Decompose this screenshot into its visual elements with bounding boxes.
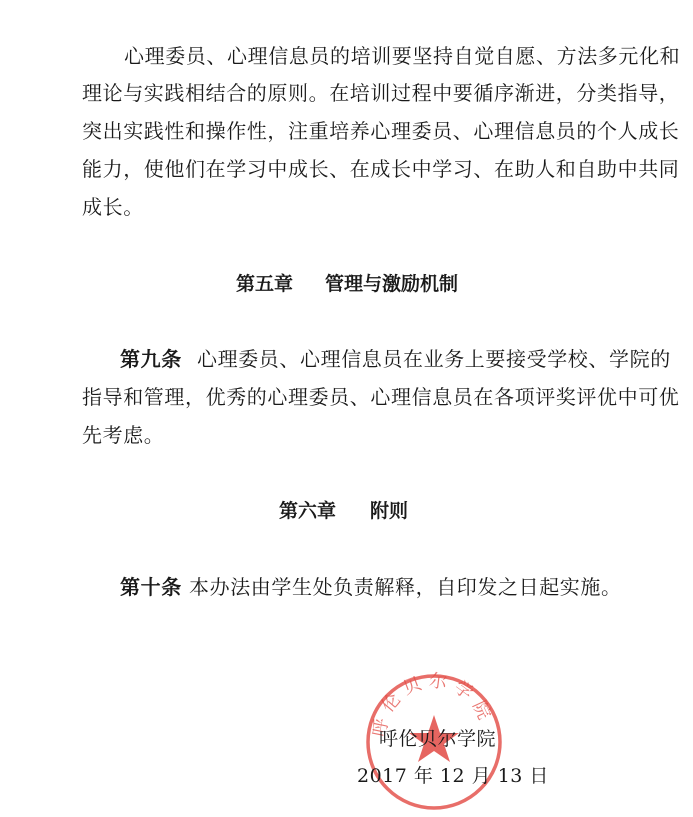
paragraph-text: 心理委员、心理信息员的培训要坚持自觉自愿、方法多元化和 [124, 44, 681, 68]
article-text: 本办法由学生处负责解释，自印发之日起实施。 [189, 575, 622, 599]
article-line [0, 385, 693, 409]
article-label: 第九条 [120, 347, 182, 371]
chapter-title: 附则 [370, 500, 409, 522]
article-line [0, 575, 693, 599]
article-label: 第十条 [120, 575, 182, 599]
article-text: 指导和管理，优秀的心理委员、心理信息员在各项评奖评优中可优 [82, 385, 680, 409]
paragraph-line [0, 44, 693, 68]
chapter-number: 第五章 [236, 273, 294, 295]
paragraph-line [0, 195, 693, 219]
article-text: 心理委员、心理信息员在业务上要接受学校、学院的 [197, 347, 671, 371]
article-line [0, 347, 693, 371]
chapter-number: 第六章 [279, 500, 337, 522]
paragraph-text: 能力，使他们在学习中成长、在成长中学习、在助人和自助中共同 [82, 157, 680, 181]
chapter-title: 管理与激励机制 [325, 273, 459, 295]
paragraph-text: 成长。 [82, 195, 144, 219]
paragraph-text: 突出实践性和操作性，注重培养心理委员、心理信息员的个人成长 [82, 119, 680, 143]
paragraph-line [0, 157, 693, 181]
paragraph-line [0, 119, 693, 143]
paragraph-line [0, 81, 693, 105]
article-text: 先考虑。 [82, 423, 165, 447]
signature-institution: 呼伦贝尔学院 [379, 728, 497, 750]
svg-text:呼伦贝尔学院: 呼伦贝尔学院 [368, 670, 498, 739]
paragraph-text: 理论与实践相结合的原则。在培训过程中要循序渐进，分类指导， [82, 81, 680, 105]
chapter-heading [0, 499, 693, 523]
signature-date: 2017 年 12 月 13 日 [357, 765, 549, 787]
article-line [0, 423, 693, 447]
chapter-heading [0, 272, 693, 296]
